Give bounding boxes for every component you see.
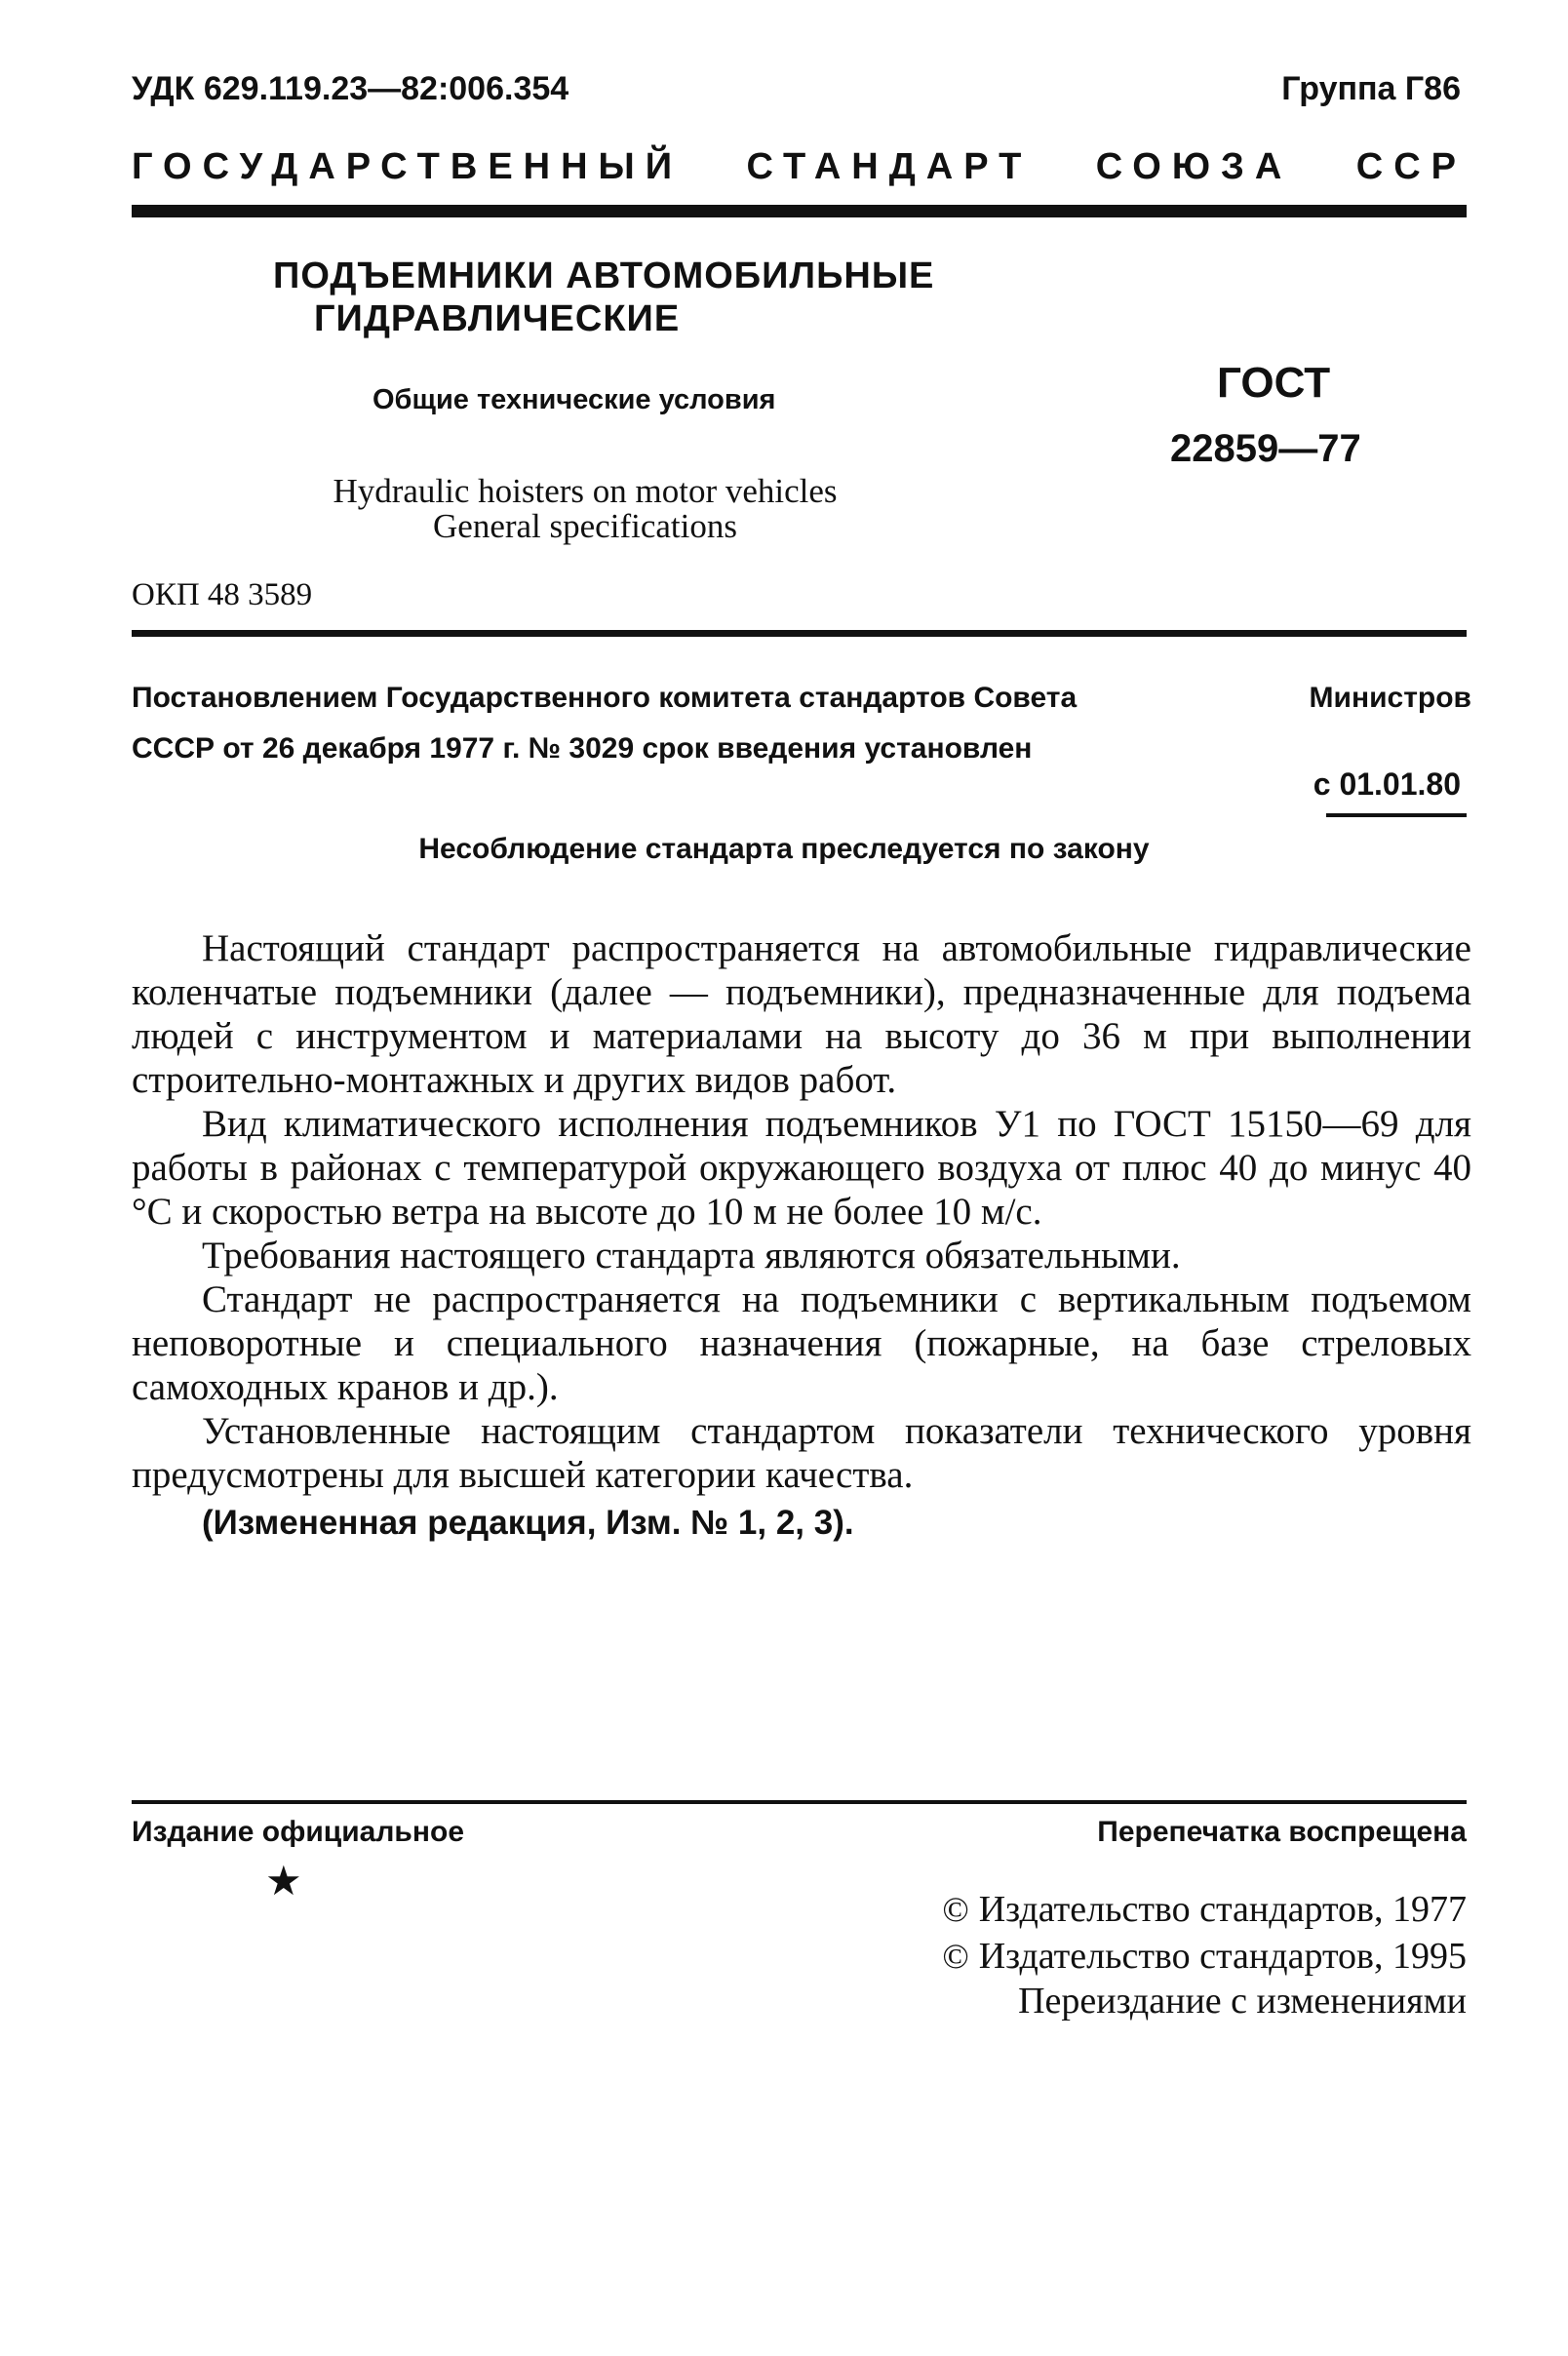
gost-label: ГОСТ <box>1217 359 1331 407</box>
paragraph-climate: Вид климатического исполнения подъемников У1 по ГОСТ 15150—69 для работы в районах с температурой окружающего воздуха от плюс 40 до минус 40 °С и скоростью ветра на высоте до 10 м не более 10 м/с. <box>132 1103 1471 1233</box>
group-code: Группа Г86 <box>1281 70 1461 107</box>
paragraph-exclusions: Стандарт не распространяется на подъемники с вертикальным подъемом неповоротные и специального назначения (пожарные, на базе стреловых самоходных кранов и др.). <box>132 1278 1471 1408</box>
reprint-prohibited: Перепечатка воспрещена <box>1097 1816 1467 1848</box>
legal-notice: Несоблюдение стандарта преследуется по закону <box>418 833 1150 865</box>
paragraph-mandatory: Требования настоящего стандарта являются обязательными. <box>202 1235 1181 1276</box>
paragraph-quality: Установленные настоящим стандартом показатели технического уровня предусмотрены для высшей категории качества. <box>132 1410 1471 1496</box>
header-thick-rule <box>132 205 1467 217</box>
title-line-1: ПОДЪЕМНИКИ АВТОМОБИЛЬНЫЕ <box>273 255 935 296</box>
effective-date: с 01.01.80 <box>1313 766 1461 802</box>
copyright-1995 <box>942 1935 1467 1978</box>
copyright-icon: © <box>942 1937 969 1976</box>
paragraph-scope: Настоящий стандарт распространяется на автомобильные гидравлические коленчатые подъемники (далее — подъемники), предназначенные для подъема людей с инструментом и материалами на высоту до 36 м при выполнении строительно-монтажных и других видов работ. <box>132 927 1471 1101</box>
subtitle: Общие технические условия <box>372 384 776 415</box>
date-underline <box>1326 813 1467 817</box>
decree-line-1-end: Министров <box>1309 682 1471 714</box>
title-block-rule <box>132 630 1467 637</box>
star-icon: ★ <box>265 1860 302 1904</box>
copyright-1977 <box>942 1888 1467 1931</box>
decree-text <box>132 673 1471 774</box>
footer-rule <box>132 1800 1467 1804</box>
reissue-note: Переиздание с изменениями <box>1018 1981 1467 2022</box>
decree-line-2: СССР от 26 декабря 1977 г. № 3029 срок введения установлен <box>132 732 1033 765</box>
state-standard-heading: ГОСУДАРСТВЕННЫЙ СТАНДАРТ СОЮЗА ССР <box>132 146 1467 187</box>
edition-official: Издание официальное <box>132 1816 465 1848</box>
amendment-note: (Измененная редакция, Изм. № 1, 2, 3). <box>202 1504 854 1542</box>
copyright-1995-text: Издательство стандартов, 1995 <box>978 1936 1467 1977</box>
body-text <box>132 926 1471 1545</box>
english-title-line-2: General specifications <box>433 507 737 545</box>
okp-code: ОКП 48 3589 <box>132 577 313 612</box>
copyright-icon: © <box>942 1890 969 1929</box>
title-line-2: ГИДРАВЛИЧЕСКИЕ <box>314 298 681 339</box>
decree-line-1: Постановлением Государственного комитета стандартов Совета <box>132 682 1078 714</box>
english-title-line-1: Hydraulic hoisters on motor vehicles <box>333 472 838 510</box>
copyright-1977-text: Издательство стандартов, 1977 <box>978 1889 1467 1930</box>
gost-number: 22859—77 <box>1170 427 1361 470</box>
udk-code: УДК 629.119.23—82:006.354 <box>132 70 569 107</box>
